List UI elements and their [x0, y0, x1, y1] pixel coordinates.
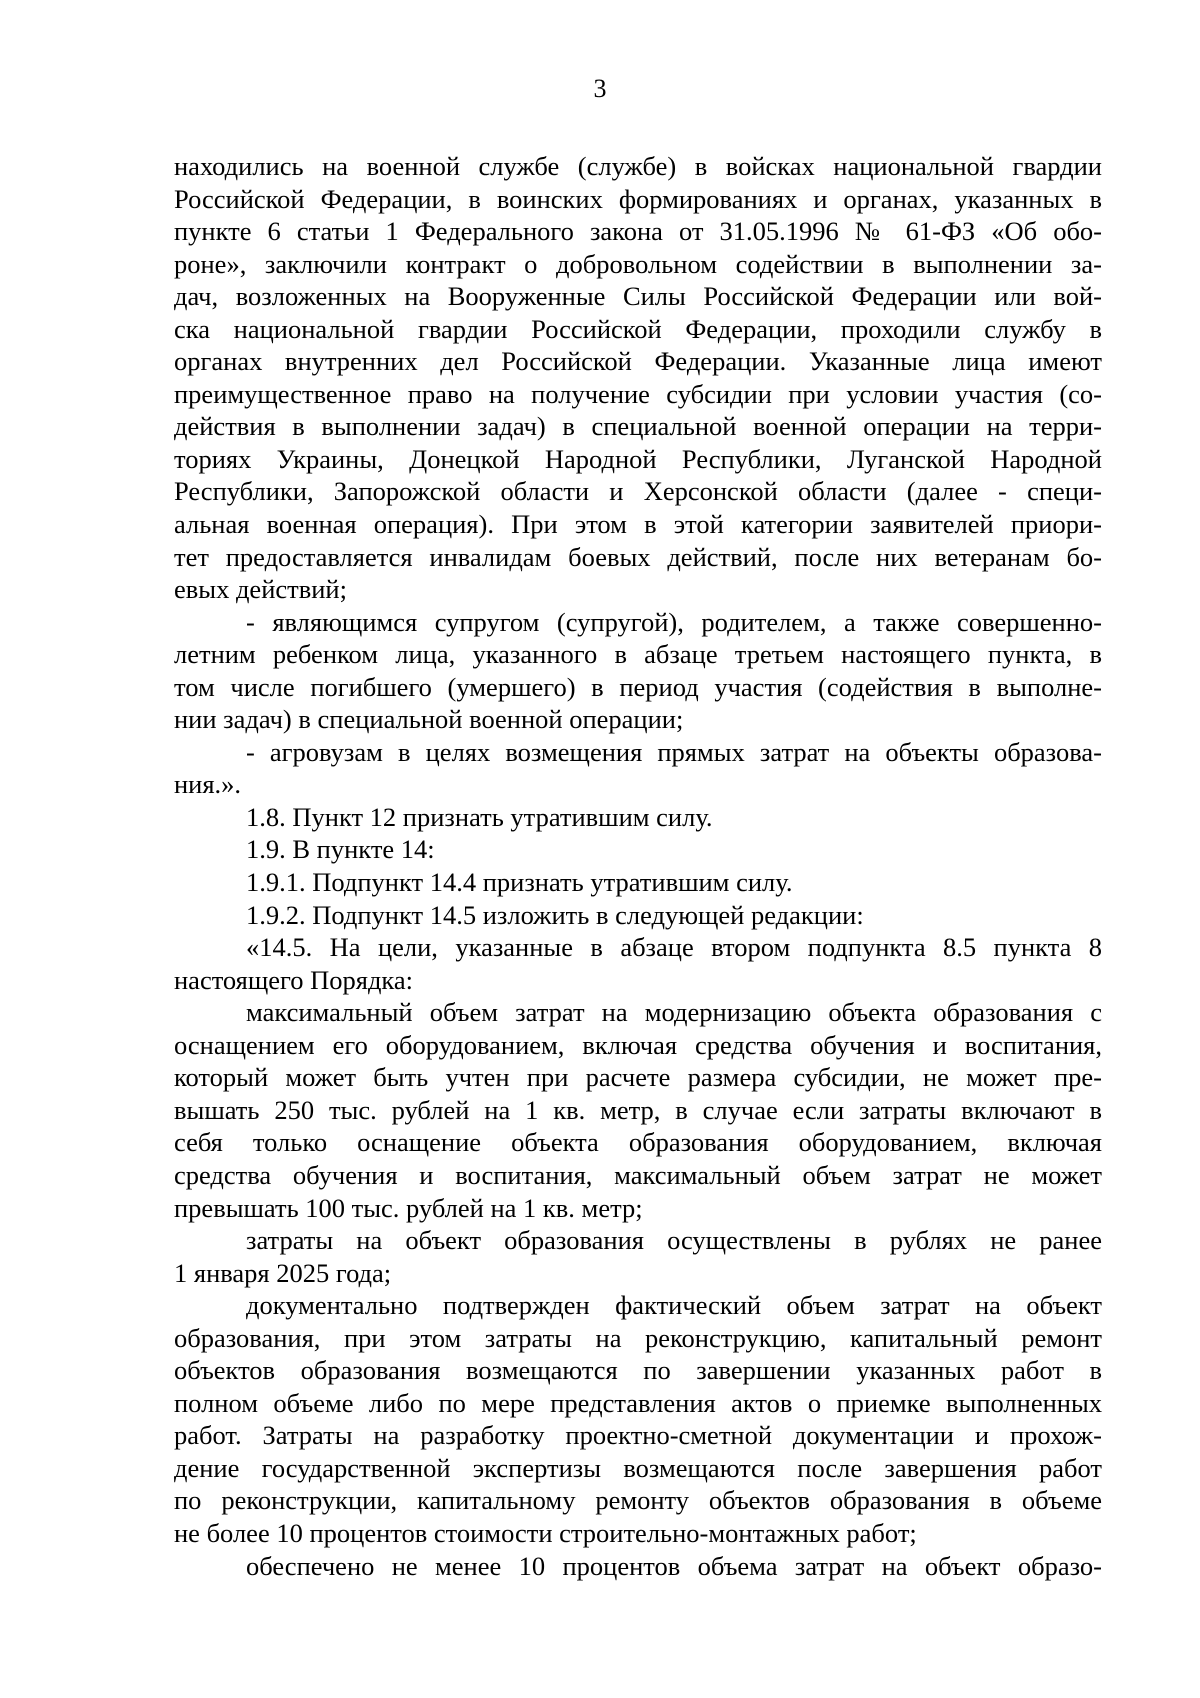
text-line: ториях Украины, Донецкой Народной Республики, Луганской Народной — [174, 443, 1102, 474]
text-line: «14.5. На цели, указанные в абзаце втором подпункта 8.5 пункта 8 — [246, 932, 1102, 963]
text-line: который может быть учтен при расчете размера субсидии, не может пре- — [174, 1062, 1102, 1093]
text-line: - являющимся супругом (супругой), родителем, а также совершенно- — [246, 606, 1102, 637]
text-line: роне», заключили контракт о добровольном содействии в выполнении за- — [174, 248, 1102, 279]
text-line: действия в выполнении задач) в специальной военной операции на терри- — [174, 411, 1102, 442]
text-line: Республики, Запорожской области и Херсонской области (далее - специ- — [174, 476, 1102, 507]
text-line: находились на военной службе (службе) в войсках национальной гвардии — [174, 151, 1102, 181]
text-line: дач, возложенных на Вооруженные Силы Российской Федерации или вой- — [174, 281, 1102, 312]
text-line: работ. Затраты на разработку проектно-сметной документации и прохож- — [174, 1420, 1102, 1451]
text-line: по реконструкции, капитальному ремонту объектов образования в объеме — [174, 1485, 1102, 1516]
text-line: 1.8. Пункт 12 признать утратившим силу. — [246, 801, 713, 832]
text-line: - агровузам в целях возмещения прямых затрат на объекты образова- — [246, 736, 1102, 767]
text-line: 1.9.1. Подпункт 14.4 признать утратившим силу. — [246, 867, 793, 898]
text-line: оснащением его оборудованием, включая средства обучения и воспитания, — [174, 1029, 1102, 1060]
text-line: настоящего Порядка: — [174, 964, 414, 995]
text-line: ния.». — [174, 769, 242, 800]
text-line: образования, при этом затраты на реконструкцию, капитальный ремонт — [174, 1322, 1102, 1353]
text-line: евых действий; — [174, 574, 347, 605]
text-line: максимальный объем затрат на модернизацию объекта образования с — [246, 997, 1102, 1028]
text-line: преимущественное право на получение субсидии при условии участия (со- — [174, 378, 1102, 409]
text-line: Российской Федерации, в воинских формированиях и органах, указанных в — [174, 183, 1102, 214]
text-line: летним ребенком лица, указанного в абзаце третьем настоящего пункта, в — [174, 639, 1102, 670]
text-line: средства обучения и воспитания, максимальный объем затрат не может — [174, 1159, 1102, 1190]
text-line: затраты на объект образования осуществлены в рублях не ранее — [246, 1225, 1102, 1256]
text-line: объектов образования возмещаются по завершении указанных работ в — [174, 1355, 1102, 1386]
text-line: тет предоставляется инвалидам боевых действий, после них ветеранам бо- — [174, 541, 1102, 572]
document-body — [174, 150, 1102, 1582]
text-line: органах внутренних дел Российской Федерации. Указанные лица имеют — [174, 346, 1102, 377]
text-line: том числе погибшего (умершего) в период участия (содействия в выполне- — [174, 671, 1102, 702]
page-number: 3 — [593, 74, 607, 103]
text-line: себя только оснащение объекта образования оборудованием, включая — [174, 1127, 1102, 1158]
text-line: пункте 6 статьи 1 Федерального закона от 31.05.1996 № 61-ФЗ «Об обо- — [174, 216, 1102, 247]
text-line: обеспечено не менее 10 процентов объема затрат на объект образо- — [246, 1550, 1102, 1581]
text-line: нии задач) в специальной военной операции; — [174, 704, 684, 735]
text-line: альная военная операция). При этом в этой категории заявителей приори- — [174, 509, 1102, 540]
text-line: ска национальной гвардии Российской Федерации, проходили службу в — [174, 313, 1102, 344]
text-line: полном объеме либо по мере представления актов о приемке выполненных — [174, 1387, 1102, 1418]
text-line: 1.9.2. Подпункт 14.5 изложить в следующей редакции: — [246, 899, 864, 930]
text-line: 1.9. В пункте 14: — [246, 834, 435, 865]
text-line: не более 10 процентов стоимости строительно-монтажных работ; — [174, 1517, 917, 1548]
text-line: 1 января 2025 года; — [174, 1257, 392, 1288]
text-line: документально подтвержден фактический объем затрат на объект — [246, 1290, 1102, 1321]
text-line: превышать 100 тыс. рублей на 1 кв. метр; — [174, 1192, 643, 1223]
text-line: вышать 250 тыс. рублей на 1 кв. метр, в случае если затраты включают в — [174, 1094, 1102, 1125]
text-line: дение государственной экспертизы возмещаются после завершения работ — [174, 1452, 1102, 1483]
